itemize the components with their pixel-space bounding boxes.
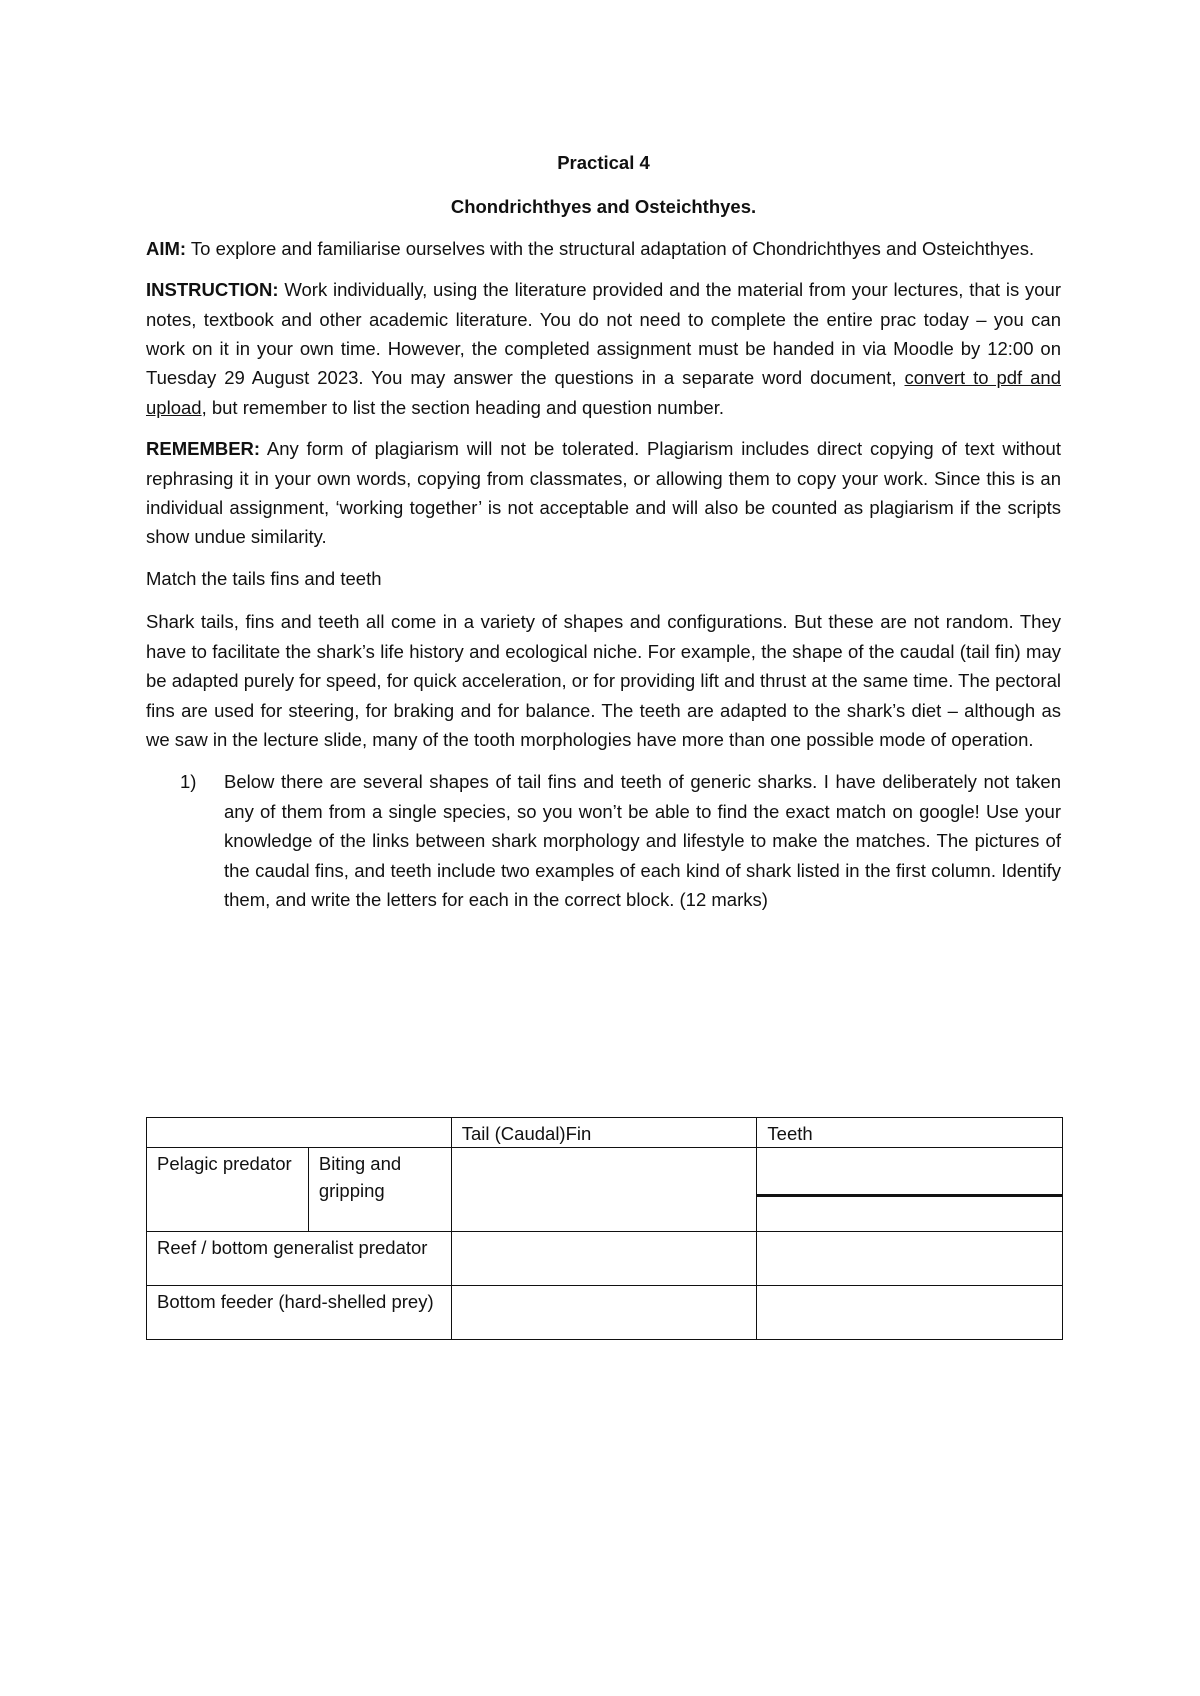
instruction-label: INSTRUCTION:: [146, 279, 279, 301]
tail-fin-answer-cell[interactable]: [451, 1148, 757, 1232]
table-header-tail-fin: Tail (Caudal)Fin: [451, 1118, 757, 1148]
aim-text: To explore and familiarise ourselves with the structural adaptation of Chondrichthyes and Osteichthyes.: [186, 237, 1035, 259]
table-header-teeth: Teeth: [757, 1118, 1063, 1148]
page-subtitle: Chondrichthyes and Osteichthyes.: [450, 196, 757, 218]
question-text: Below there are several shapes of tail fins and teeth of generic sharks. I have deliberately not taken any of them from a single species, so you won’t be able to find the exact match on google! Use your knowledge of the links between shark morphology and lifestyle to make the matches. The pictures of the caudal fins, and teeth include two examples of each kind of shark listed in the first column. Identify them, and write the letters for each in the correct block. (12 marks): [224, 771, 1061, 910]
instruction-paragraph: [146, 275, 1061, 422]
teeth-answer-slot-1[interactable]: [757, 1148, 1062, 1197]
question-1: [180, 767, 1061, 914]
tail-fin-answer-cell[interactable]: [451, 1232, 757, 1286]
table-row: [147, 1148, 1063, 1232]
aim-label: AIM:: [146, 237, 187, 259]
document-body: [146, 130, 1061, 914]
instruction-text-before: Work individually, using the literature provided and the material from your lectures, that is your notes, textbook and other academic literature. You do not need to complete the entire prac today – you can work on it in your own time. However, the completed assignment must be handed in via Moodle by 12:00 on Tuesday 29 August 2023. You may answer the questions in a separate word document,: [146, 279, 1061, 389]
remember-text: Any form of plagiarism will not be tolerated. Plagiarism includes direct copying of text without rephrasing it in your own words, copying from classmates, or allowing them to copy your work. Since this is an individual assignment, ‘working together’ is not acceptable and will also be counted as plagiarism if the scripts show undue similarity.: [146, 438, 1061, 548]
instruction-text-after: , but remember to list the section heading and question number.: [201, 396, 724, 418]
matching-table: [146, 1117, 1063, 1340]
tail-fin-answer-cell[interactable]: [451, 1286, 757, 1340]
aim-paragraph: [146, 234, 1061, 263]
row-sublabel-biting: Biting and gripping: [308, 1148, 451, 1232]
teeth-answer-slot-2[interactable]: [757, 1197, 1062, 1230]
row-label-pelagic: Pelagic predator: [147, 1148, 309, 1232]
remember-paragraph: [146, 434, 1061, 552]
teeth-answer-cell[interactable]: [757, 1232, 1063, 1286]
remember-label: REMEMBER:: [146, 438, 261, 460]
table-row: [147, 1286, 1063, 1340]
table-header-empty: [147, 1118, 452, 1148]
question-number: 1): [180, 771, 197, 793]
instruction-underlined-text: convert to pdf and upload: [146, 367, 1061, 418]
table-row: [147, 1232, 1063, 1286]
page-title: Practical 4: [557, 152, 650, 173]
row-label-bottom-feeder: Bottom feeder (hard-shelled prey): [147, 1286, 452, 1340]
row-label-reef: Reef / bottom generalist predator: [147, 1232, 452, 1286]
teeth-answer-cell[interactable]: [757, 1286, 1063, 1340]
section-heading: Match the tails fins and teeth: [146, 567, 382, 589]
table-header-row: [147, 1118, 1063, 1148]
intro-paragraph: Shark tails, fins and teeth all come in a variety of shapes and configurations. But these are not random. They have to facilitate the shark’s life history and ecological niche. For example, the shape of the caudal (tail fin) may be adapted purely for speed, for quick acceleration, or for providing lift and thrust at the same time. The pectoral fins are used for steering, for braking and for balance. The teeth are adapted to the shark’s diet – although as we saw in the lecture slide, many of the tooth morphologies have more than one possible mode of operation.: [146, 611, 1061, 750]
teeth-answer-cell: [757, 1148, 1063, 1232]
